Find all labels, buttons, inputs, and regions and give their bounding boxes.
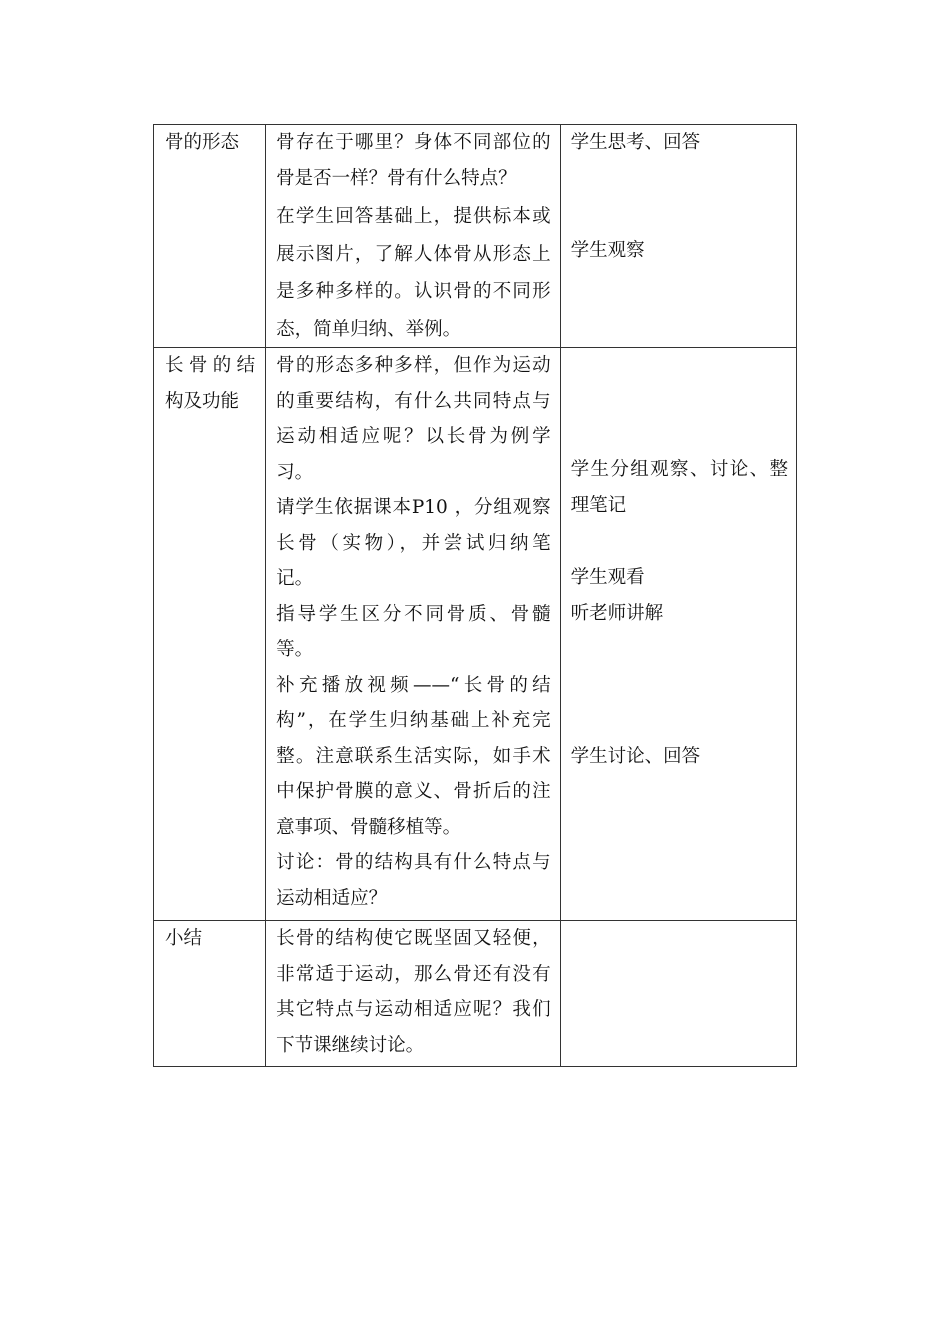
student-line: 学生讨论、回答 xyxy=(570,746,701,767)
teacher-line: 展示图片，了解人体骨从形态上 xyxy=(276,243,551,265)
teacher-line: 中保护骨膜的意义、骨折后的注 xyxy=(276,781,551,802)
teacher-line: 是多种多样的。认识骨的不同形 xyxy=(276,281,551,302)
topic-cell xyxy=(154,348,266,921)
lesson-plan-table xyxy=(153,124,797,1067)
teacher-line: 骨的形态多种多样，但作为运动 xyxy=(276,355,551,376)
teacher-activity-cell xyxy=(266,348,560,921)
teacher-line: 的重要结构，有什么共同特点与 xyxy=(276,390,551,412)
student-activity-cell xyxy=(560,921,796,1067)
teacher-line: 长骨的结构使它既坚固又轻便， xyxy=(276,928,551,949)
teacher-line: 讨论：骨的结构具有什么特点与 xyxy=(276,852,551,873)
student-line: 学生思考、回答 xyxy=(570,132,701,153)
topic-line: 小结 xyxy=(165,928,203,949)
teacher-line: 长骨（实物），并尝试归纳笔 xyxy=(276,532,551,554)
student-line: 学生观察 xyxy=(570,239,645,261)
teacher-activity-cell xyxy=(266,921,560,1067)
student-line: 理笔记 xyxy=(570,494,627,516)
teacher-line: 指导学生区分不同骨质、骨髓 xyxy=(276,603,551,625)
student-activity-cell xyxy=(560,348,796,921)
teacher-line: 等。 xyxy=(276,639,314,660)
topic-line: 长骨的结 xyxy=(165,355,256,376)
teacher-line: 请学生依据课本P10 ，分组观察 xyxy=(276,497,551,518)
teacher-line: 记。 xyxy=(276,568,314,589)
topic-line: 构及功能 xyxy=(165,390,240,412)
topic-line: 骨的形态 xyxy=(165,132,240,153)
student-line: 学生观看 xyxy=(570,567,645,588)
teacher-line: 骨是否一样？骨有什么特点？ xyxy=(276,167,517,189)
topic-cell xyxy=(154,125,266,348)
teacher-line: 构”，在学生归纳基础上补充完 xyxy=(276,710,551,731)
teacher-line: 运动相适应呢？以长骨为例学 xyxy=(276,426,551,447)
teacher-line: 非常适于运动，那么骨还有没有 xyxy=(276,963,551,985)
topic-cell xyxy=(154,921,266,1067)
teacher-line: 其它特点与运动相适应呢？我们 xyxy=(276,999,551,1020)
teacher-activity-cell xyxy=(266,125,560,348)
teacher-line: 运动相适应？ xyxy=(276,887,388,909)
teacher-line: 习。 xyxy=(276,461,314,483)
table-row xyxy=(154,125,797,348)
teacher-line: 态，简单归纳、举例。 xyxy=(276,318,462,340)
teacher-line: 整。注意联系生活实际，如手术 xyxy=(276,745,551,767)
student-line: 听老师讲解 xyxy=(570,602,664,624)
teacher-line: 骨存在于哪里？身体不同部位的 xyxy=(276,132,551,153)
student-line: 学生分组观察、讨论、整 xyxy=(570,459,788,480)
table-row xyxy=(154,348,797,921)
teacher-line: 下节课继续讨论。 xyxy=(276,1034,425,1056)
table-row xyxy=(154,921,797,1067)
teacher-line: 在学生回答基础上，提供标本或 xyxy=(276,206,551,227)
student-activity-cell xyxy=(560,125,796,348)
teacher-line: 意事项、骨髓移植等。 xyxy=(276,816,462,838)
teacher-line: 补充播放视频——“长骨的结 xyxy=(276,674,551,696)
